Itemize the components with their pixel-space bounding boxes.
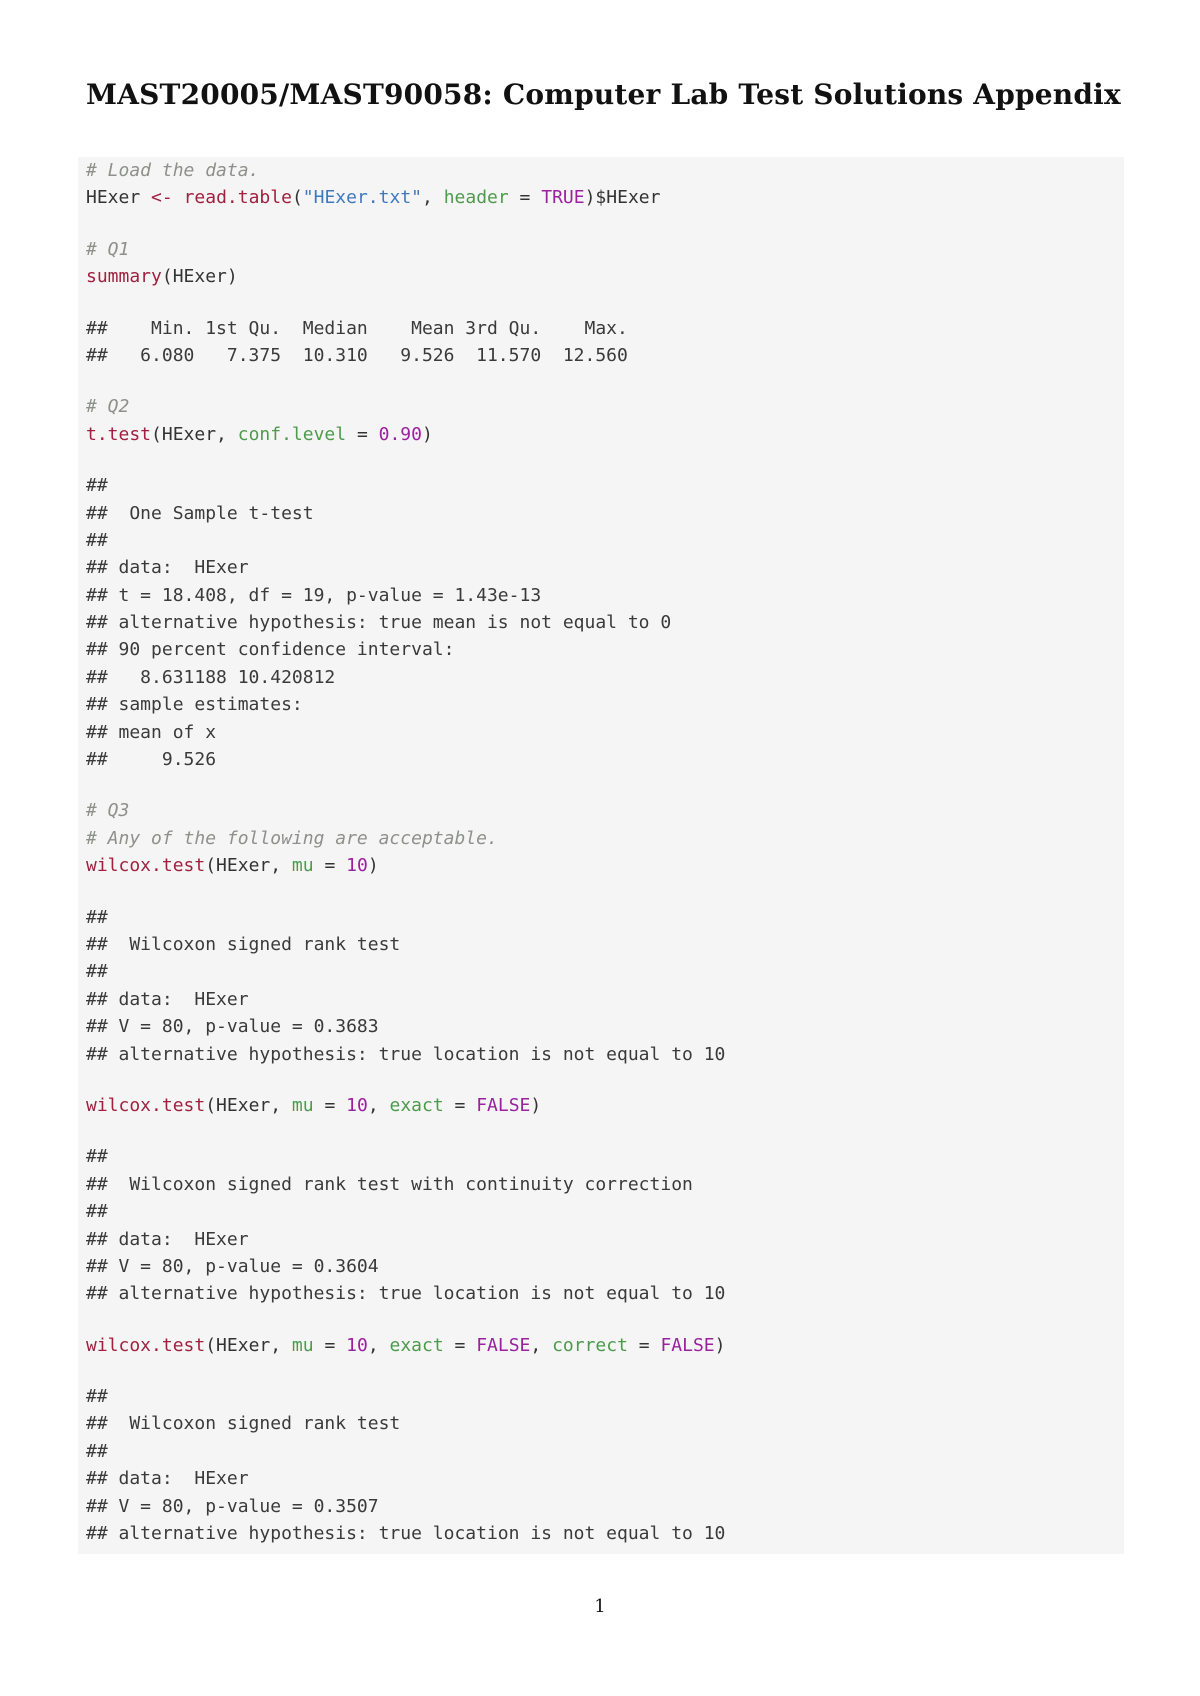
output-line: ## <box>86 1201 119 1223</box>
output-line: ## data: HExer <box>86 988 249 1010</box>
code-listing <box>86 157 725 1547</box>
code-token: , <box>367 1094 390 1116</box>
comment-q2: # Q2 <box>86 396 130 418</box>
comment-acceptable: # Any of the following are acceptable. <box>86 827 498 849</box>
output-line: ## One Sample t-test <box>86 502 314 524</box>
logical-constant: FALSE <box>660 1334 715 1356</box>
output-line: ## alternative hypothesis: true mean is not equal to 0 <box>86 612 672 634</box>
code-token: ) <box>367 855 379 877</box>
output-line: ## sample estimates: <box>86 694 303 716</box>
output-line: ## V = 80, p-value = 0.3604 <box>86 1255 379 1277</box>
output-line: ## data: HExer <box>86 1468 249 1490</box>
output-line: ## 9.526 <box>86 749 217 771</box>
output-line: ## alternative hypothesis: true location is not equal to 10 <box>86 1043 726 1065</box>
code-token: ) <box>421 423 433 445</box>
argument-name: correct <box>552 1334 628 1356</box>
function-name: wilcox.test <box>86 855 206 877</box>
code-token: , <box>422 187 444 209</box>
output-line: ## <box>86 1146 119 1168</box>
code-token: (HExer) <box>161 266 238 288</box>
code-token: ) <box>530 1094 542 1116</box>
output-line: ## V = 80, p-value = 0.3507 <box>86 1495 379 1517</box>
output-line: ## <box>86 1440 119 1462</box>
code-token: = <box>627 1334 661 1356</box>
page-number: 1 <box>594 1596 606 1617</box>
logical-constant: TRUE <box>541 187 585 209</box>
output-line: ## Wilcoxon signed rank test with continuity correction <box>86 1173 693 1195</box>
argument-name: header <box>443 187 509 209</box>
output-line: ## Min. 1st Qu. Median Mean 3rd Qu. Max. <box>86 317 639 339</box>
code-token: , <box>530 1334 553 1356</box>
output-line: ## t = 18.408, df = 19, p-value = 1.43e-13 <box>86 584 542 606</box>
logical-constant: FALSE <box>476 1334 531 1356</box>
code-token: = <box>313 1334 347 1356</box>
argument-name: exact <box>389 1094 444 1116</box>
function-name: wilcox.test <box>86 1094 206 1116</box>
output-line: ## mean of x <box>86 721 227 743</box>
numeric-literal: 0.90 <box>378 423 422 445</box>
argument-name: mu <box>291 1094 314 1116</box>
logical-constant: FALSE <box>476 1094 531 1116</box>
argument-name: mu <box>291 855 314 877</box>
output-line: ## 8.631188 10.420812 <box>86 666 336 688</box>
code-token <box>173 187 184 208</box>
output-line: ## Wilcoxon signed rank test <box>86 933 401 955</box>
code-token: ( <box>291 187 303 209</box>
output-line: ## alternative hypothesis: true location is not equal to 10 <box>86 1283 726 1305</box>
code-line-wilcox-3 <box>86 1332 725 1359</box>
code-token: = <box>443 1094 477 1116</box>
code-token: (HExer, <box>205 1334 292 1356</box>
numeric-literal: 10 <box>346 1334 368 1356</box>
code-line-t-test <box>86 421 725 448</box>
code-token: (HExer, <box>205 855 292 877</box>
output-line: ## 6.080 7.375 10.310 9.526 11.570 12.560 <box>86 344 628 366</box>
output-line: ## Wilcoxon signed rank test <box>86 1413 401 1435</box>
output-line: ## <box>86 961 119 983</box>
code-token: HExer <box>86 187 152 209</box>
function-name: wilcox.test <box>86 1334 206 1356</box>
code-token: = <box>346 423 379 445</box>
function-name: summary <box>86 266 162 288</box>
comment-q1: # Q1 <box>86 238 130 260</box>
code-token: = <box>313 855 347 877</box>
function-name: t.test <box>86 423 152 445</box>
code-token: , <box>367 1334 390 1356</box>
code-token: = <box>508 187 542 209</box>
output-line: ## 90 percent confidence interval: <box>86 639 455 661</box>
code-line-summary <box>86 263 725 290</box>
output-line: ## data: HExer <box>86 1228 249 1250</box>
code-token: = <box>313 1094 347 1116</box>
output-line: ## <box>86 1386 119 1408</box>
output-line: ## <box>86 906 119 928</box>
code-token: )$HExer <box>584 187 661 209</box>
output-line: ## alternative hypothesis: true location is not equal to 10 <box>86 1523 726 1545</box>
numeric-literal: 10 <box>346 1094 368 1116</box>
function-name: read.table <box>183 187 292 209</box>
comment-q3: # Q3 <box>86 800 130 822</box>
argument-name: mu <box>291 1334 314 1356</box>
output-line: ## <box>86 529 119 551</box>
argument-name: conf.level <box>237 423 347 445</box>
output-line: ## <box>86 475 119 497</box>
output-line: ## V = 80, p-value = 0.3683 <box>86 1016 379 1038</box>
assign-operator: <- <box>151 187 173 209</box>
comment-load-data: # Load the data. <box>86 160 260 181</box>
code-token: (HExer, <box>205 1094 292 1116</box>
numeric-literal: 10 <box>346 855 368 877</box>
code-line-wilcox-2 <box>86 1092 725 1119</box>
string-literal: "HExer.txt" <box>302 187 422 209</box>
output-line: ## data: HExer <box>86 557 249 579</box>
argument-name: exact <box>389 1334 444 1356</box>
page-title: MAST20005/MAST90058: Computer Lab Test Solutions Appendix <box>86 78 1121 111</box>
code-line-read-table <box>86 184 725 211</box>
code-block <box>78 157 1124 1554</box>
code-line-wilcox-1 <box>86 852 725 879</box>
code-token: ) <box>714 1334 726 1356</box>
code-token: (HExer, <box>151 423 238 445</box>
code-token: = <box>443 1334 477 1356</box>
